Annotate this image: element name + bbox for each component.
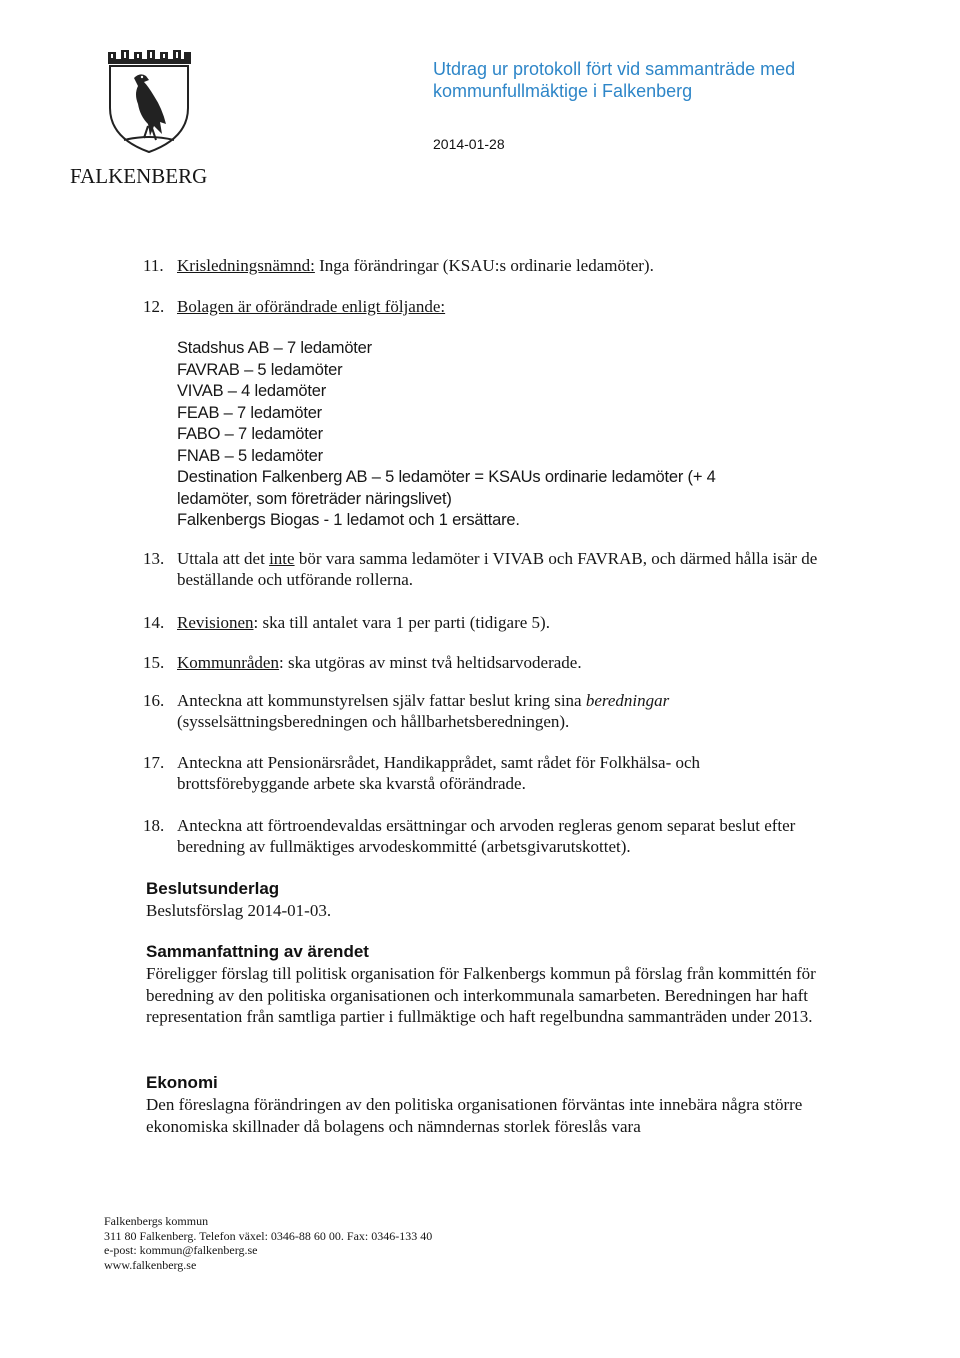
list-item: FEAB – 7 ledamöter [177,403,322,422]
footer-contact [104,1214,432,1272]
item-heading: Kommunråden [177,653,279,672]
item-14 [143,612,823,633]
item-text: : ska till antalet vara 1 per parti (tidigare 5). [253,613,550,632]
item-number: 17. [143,753,165,772]
item-text-pre: Anteckna att kommunstyrelsen själv fattar beslut kring sina [177,691,586,710]
item-11 [143,255,823,276]
list-item: Destination Falkenberg AB – 5 ledamöter = KSAUs ordinarie ledamöter (+ 4 [177,468,716,486]
coat-of-arms-icon [104,46,194,156]
header-title-line2: kommunfullmäktige i Falkenberg [433,81,693,101]
item-heading: Krisledningsnämnd: [177,256,315,275]
item-text: Inga förändringar (KSAU:s ordinarie ledamöter). [314,256,654,275]
item-emphasis: inte [269,549,295,568]
list-item: Falkenbergs Biogas - 1 ledamot och 1 ersättare. [177,511,520,529]
item-text: : ska utgöras av minst två heltidsarvoderade. [278,653,582,672]
item-number: 18. [143,816,165,835]
list-item: Stadshus AB – 7 ledamöter [177,339,372,357]
item-text: (sysselsättningsberedningen och hållbarhetsberedningen). [177,712,570,731]
list-item: VIVAB – 4 ledamöter [177,382,327,400]
item-13 [143,548,823,590]
list-item: FNAB – 5 ledamöter [177,446,323,465]
item-number: 16. [143,691,165,710]
section-heading-ekonomi: Ekonomi [146,1073,218,1092]
item-16 [143,690,823,732]
item-text-pre: Uttala att det [177,549,270,568]
item-number: 12. [143,297,165,316]
section-text-ekonomi: Den föreslagna förändringen av den politiska organisationen förväntas inte innebära några större ekonomiska skillnader då bolagens och nämndernas storlek föreslås vara [146,1095,803,1136]
item-17 [143,752,823,794]
item-18 [143,815,823,857]
item-heading: Bolagen är oförändrade enligt följande: [177,297,446,316]
item-12 [143,296,823,317]
item-number: 15. [143,653,165,672]
header-date: 2014-01-28 [433,136,505,152]
item-text: Anteckna att förtroendevaldas ersättningar och arvoden regleras genom separat beslut efter beredning av fullmäktiges arvodeskommitté (arbetsgivarutskottet). [177,816,796,856]
document-header [433,58,795,102]
footer-line: Falkenbergs kommun [104,1214,209,1228]
list-item: FABO – 7 ledamöter [177,425,323,443]
footer-website: www.falkenberg.se [104,1257,197,1272]
list-item: FAVRAB – 5 ledamöter [177,360,343,379]
item-emphasis: beredningar [585,691,670,710]
section-heading-beslutsunderlag: Beslutsunderlag [146,879,280,898]
org-name: FALKENBERG [70,164,208,188]
list-item: ledamöter, som företräder näringslivet) [177,489,452,508]
item-number: 11. [143,256,164,275]
header-title-line1: Utdrag ur protokoll fört vid sammanträde med [433,59,796,79]
company-list [177,338,716,532]
section-text-beslutsunderlag: Beslutsförslag 2014-01-03. [146,901,332,920]
section-text-sammanfattning: Föreligger förslag till politisk organisation för Falkenbergs kommun på förslag från kommittén för beredning av den politiska organisationen och interkommunala samarbeten. Beredningen har haft representation från samtliga partier i fullmäktige och haft regelbundna sammanträden under 2013. [146,964,816,1026]
item-15 [143,652,823,673]
item-heading: Revisionen [177,613,254,632]
section-heading-sammanfattning: Sammanfattning av ärendet [146,942,369,961]
item-number: 13. [143,549,165,568]
item-text: Anteckna att Pensionärsrådet, Handikapprådet, samt rådet för Folkhälsa- och brottsförebyggande arbete ska kvarstå oförändrade. [177,753,701,793]
item-text: bör vara samma ledamöter i VIVAB och FAVRAB, och därmed hålla isär de beställande och utförande rollerna. [177,549,818,589]
footer-line: 311 80 Falkenberg. Telefon växel: 0346-88 60 00. Fax: 0346-133 40 [104,1228,433,1243]
footer-email: e-post: kommun@falkenberg.se [104,1243,258,1257]
item-number: 14. [143,613,165,632]
